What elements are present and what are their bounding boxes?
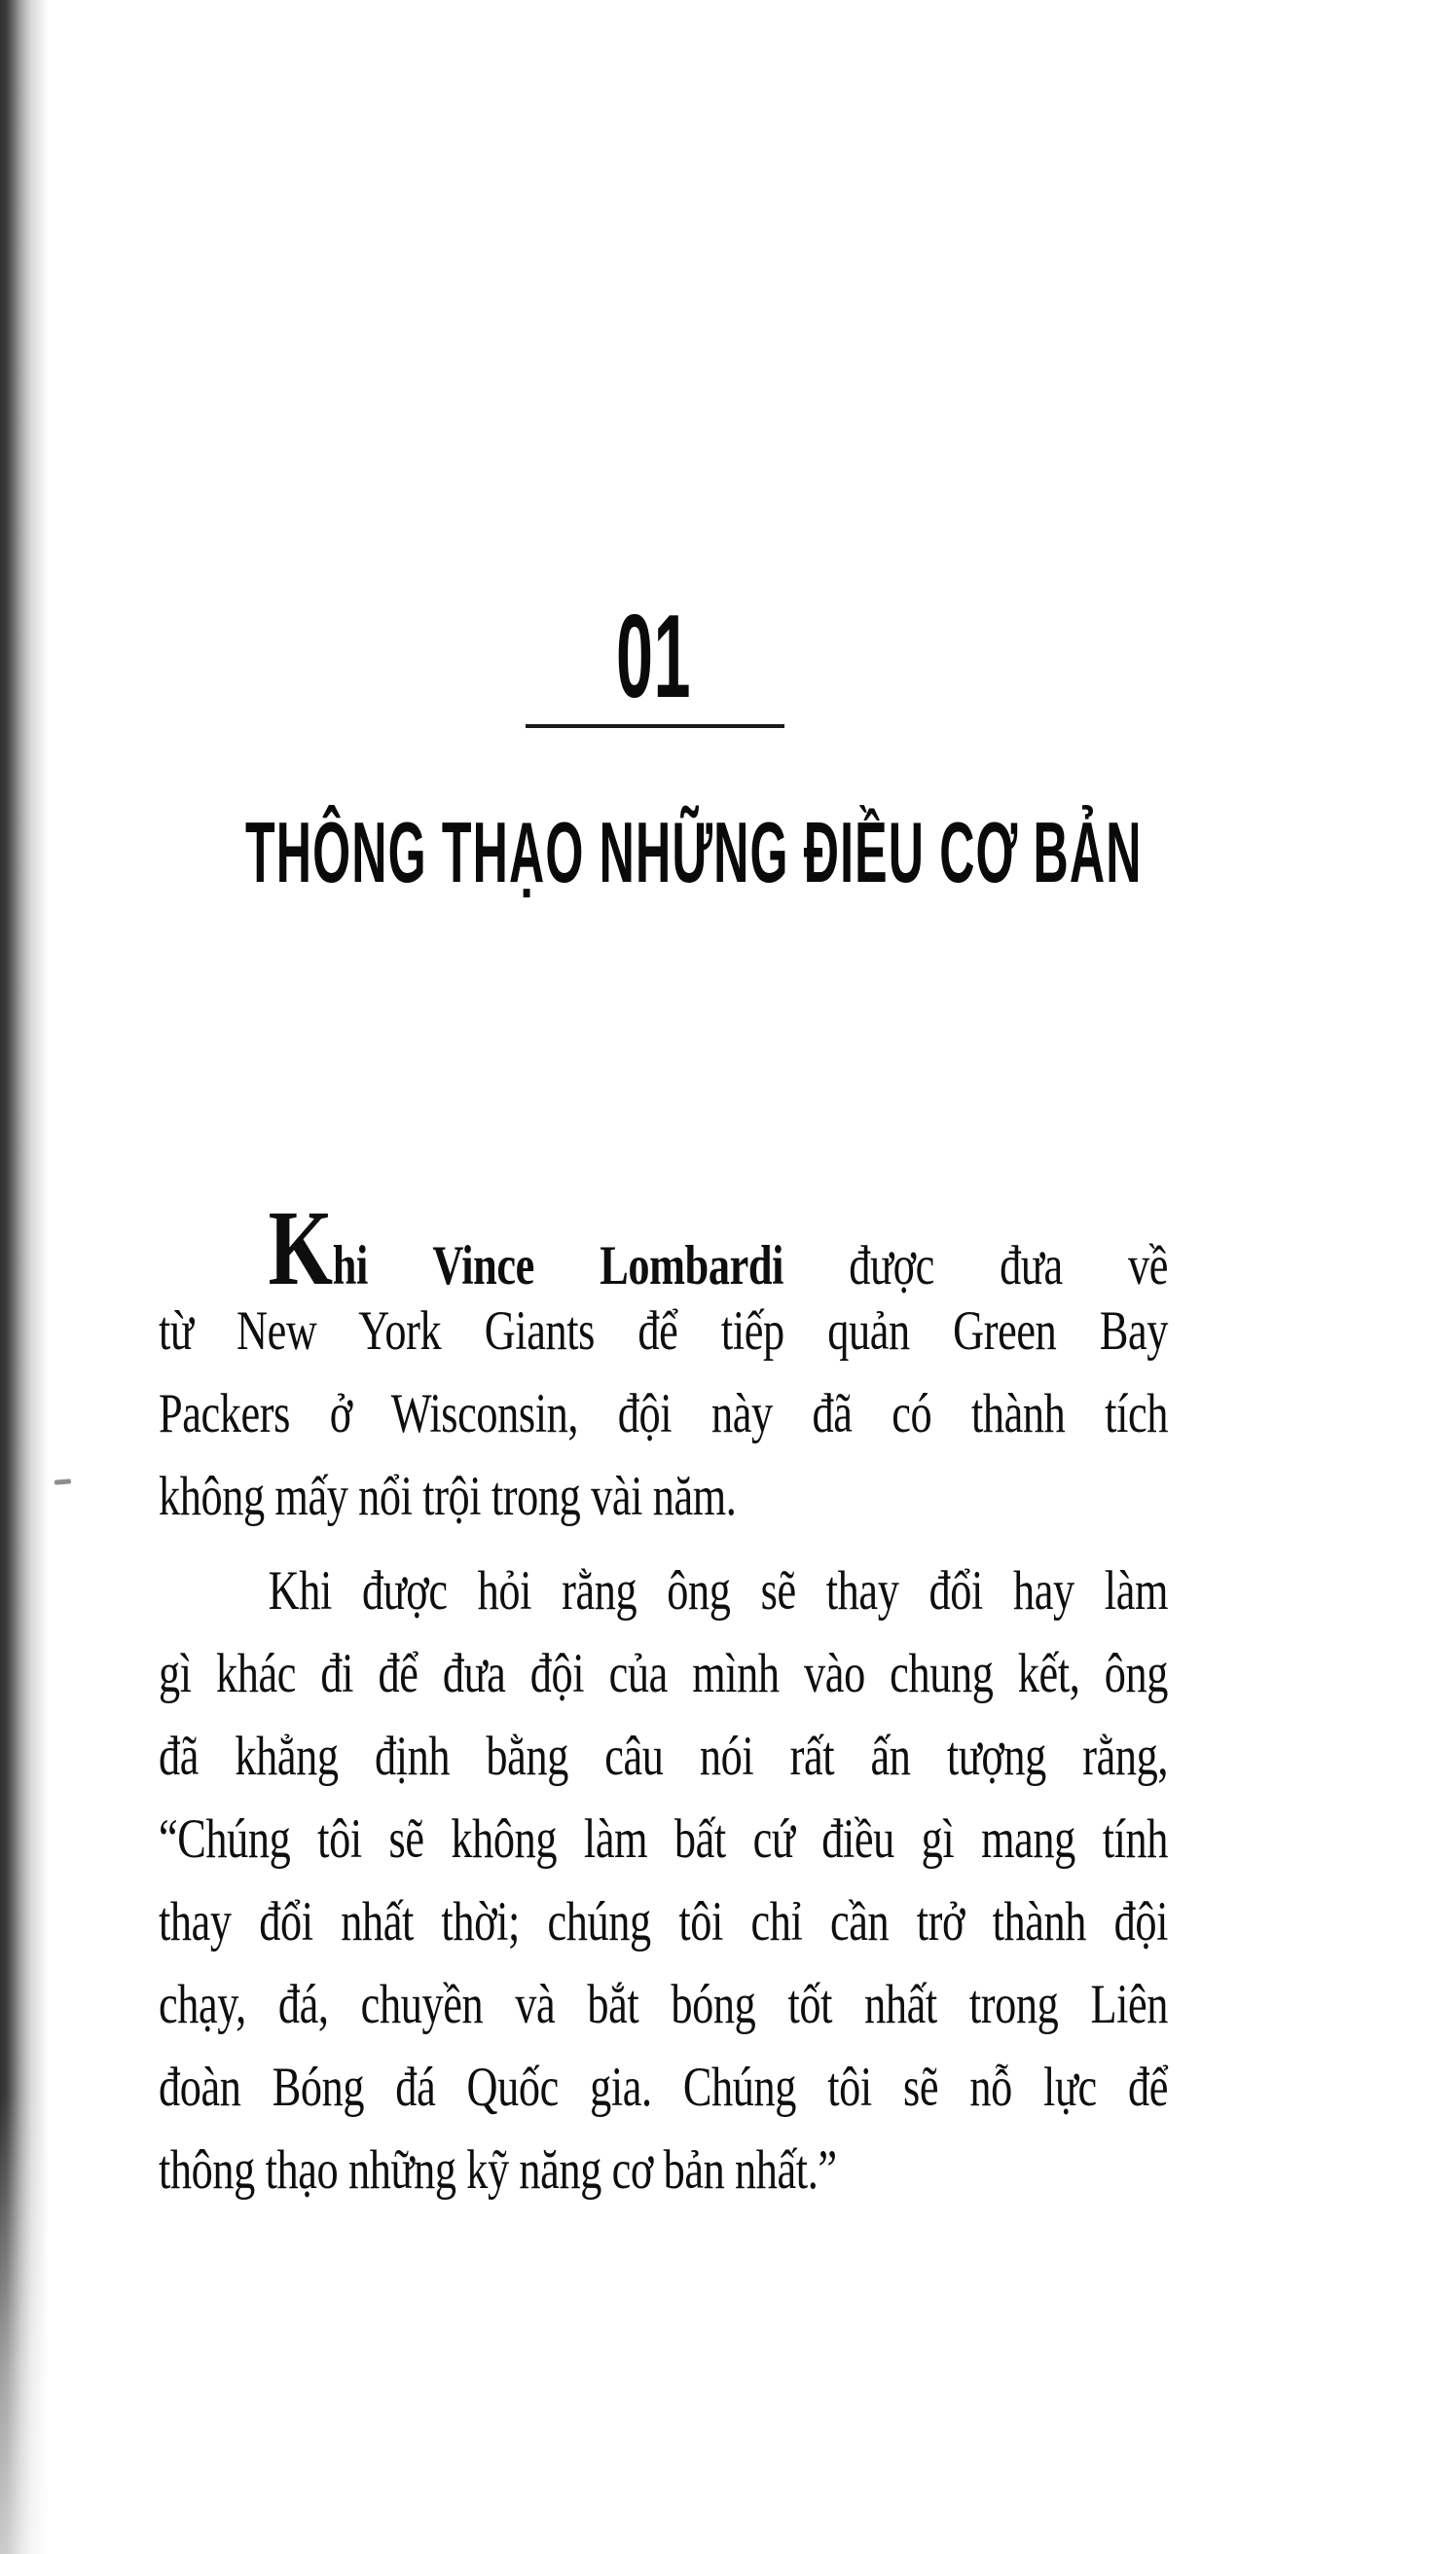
body-line: Packers ở Wisconsin, đội này đã có thành tích <box>159 1383 1169 1444</box>
chapter-title: THÔNG THẠO NHỮNG ĐIỀU CƠ BẢN <box>245 804 1143 900</box>
dropcap-initial: K <box>268 1188 333 1307</box>
body-line: từ New York Giants để tiếp quản Green Bay <box>159 1300 1169 1362</box>
bold-lead-text: hi Vince Lombardi <box>332 1235 783 1296</box>
spine-shadow-fade <box>0 0 51 2554</box>
chapter-rule-divider <box>526 724 784 728</box>
paragraph-2 <box>159 1550 1168 2211</box>
body-line-text: được đưa về <box>849 1235 1169 1296</box>
body-line: chạy, đá, chuyền và bắt bóng tốt nhất trong Liên <box>159 1974 1169 2035</box>
body-line: Khi được hỏi rằng ông sẽ thay đổi hay làm <box>268 1560 1169 1622</box>
chapter-number: 01 <box>616 590 692 722</box>
paragraph-1 <box>159 1188 1169 1538</box>
body-line: gì khác đi để đưa đội của mình vào chung kết, ông <box>159 1643 1169 1704</box>
body-line: thông thạo những kỹ năng cơ bản nhất.” <box>159 2139 837 2201</box>
body-text <box>159 1188 1169 2211</box>
body-line: đã khẳng định bằng câu nói rất ấn tượng rằng, <box>159 1726 1169 1787</box>
body-line <box>159 1188 1169 1307</box>
scan-artifact <box>55 1478 71 1484</box>
body-line: “Chúng tôi sẽ không làm bất cứ điều gì mang tính <box>159 1808 1169 1870</box>
body-line: đoàn Bóng đá Quốc gia. Chúng tôi sẽ nỗ lực để <box>159 2057 1169 2118</box>
body-line: thay đổi nhất thời; chúng tôi chỉ cần trở thành đội <box>159 1891 1169 1952</box>
body-line: không mấy nổi trội trong vài năm. <box>159 1466 737 1527</box>
